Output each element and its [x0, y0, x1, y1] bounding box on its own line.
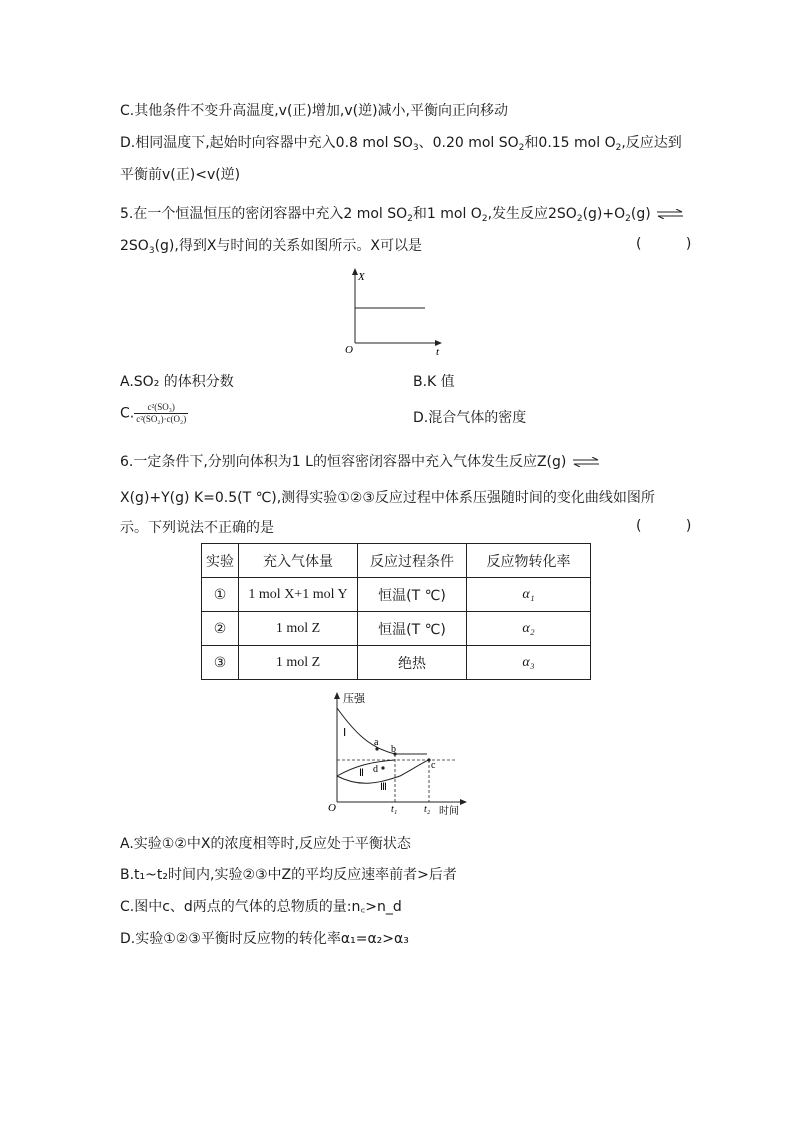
q6-option-b: B.t₁~t₂时间内,实验②③中Z的平均反应速率前者>后者 [120, 867, 457, 883]
q6-stem-line3: 示。下列说法不正确的是 [120, 520, 274, 536]
table-cell: α₁ [467, 578, 591, 612]
q4-option-d: D.相同温度下,起始时向容器中充入0.8 mol $SO_3$、0.20 mol $SO_2$和0.15 mol $O_2$,反应达到 [120, 135, 682, 153]
curve-iii [337, 760, 429, 783]
point-label-d: d [373, 764, 378, 775]
table-cell: 恒温(T ℃) [358, 612, 467, 646]
y-axis-label: X [358, 271, 365, 283]
y-axis-arrow-icon [334, 692, 340, 699]
table-row [202, 646, 591, 680]
point-label-b: b [391, 744, 396, 755]
q6-option-c: C.图中c、d两点的气体的总物质的量:n꜀>n_d [120, 899, 402, 915]
table-cell: 1 mol Z [239, 646, 358, 680]
q6-pressure-time-graph [325, 688, 470, 818]
table-cell: 恒温(T ℃) [358, 578, 467, 612]
q6-option-d: D.实验①②③平衡时反应物的转化率α₁=α₂>α₃ [120, 931, 409, 947]
table-header: 反应物转化率 [467, 544, 591, 578]
q5-option-c: C. $\frac{\text{c²(SO₃)}}{\text{c²(SO₂)·c(O₂)}}$ [120, 402, 187, 424]
q6-option-a: A.实验①②中X的浓度相等时,反应处于平衡状态 [120, 836, 411, 852]
point-label-c: c [431, 760, 436, 771]
concentration-fraction: $\frac{\text{c²(SO₃)}}{\text{c²(SO₂)·c(O₂)}}$ [136, 402, 187, 424]
table-cell: 1 mol X+1 mol Y [239, 578, 358, 612]
table-header-row [202, 544, 591, 578]
q6-stem-line2: X(g)+Y(g) K=0.5(T ℃),测得实验①②③反应过程中体系压强随时间的变化曲线如图所 [120, 490, 655, 506]
curve-label-iii: Ⅲ [380, 782, 387, 793]
table-cell: ③ [202, 646, 239, 680]
x-axis-label: 时间 [439, 806, 459, 817]
q5-answer-paren: ( ) [636, 236, 712, 252]
curve-ii [337, 760, 395, 776]
q5-x-time-graph [340, 266, 450, 358]
q5-option-a: A.SO₂ 的体积分数 [120, 374, 234, 390]
table-cell: α₃ [467, 646, 591, 680]
q4-option-c: C.其他条件不变升高温度,v(正)增加,v(逆)减小,平衡向正向移动 [120, 103, 508, 119]
table-header: 充入气体量 [239, 544, 358, 578]
table-row [202, 578, 591, 612]
table-row [202, 612, 591, 646]
tick-label-t1: t₁ [391, 804, 398, 815]
experiment-table [201, 543, 591, 680]
q5-stem-line2: $2SO_3(g)$,得到X与时间的关系如图所示。X可以是 [120, 238, 423, 256]
curve-label-ii: Ⅱ [359, 768, 364, 779]
y-axis-label: 压强 [343, 692, 365, 705]
point-label-a: a [374, 737, 379, 748]
q5-stem-line1: 5.在一个恒温恒压的密闭容器中充入2 mol $SO_2$和1 mol $O_2$,发生反应$2SO_2(g)+O_2(g)$ [120, 204, 683, 224]
x-axis-label: t [436, 346, 440, 358]
table-cell: 1 mol Z [239, 612, 358, 646]
q5-option-d: D.混合气体的密度 [413, 410, 527, 426]
table-header: 反应过程条件 [358, 544, 467, 578]
q4-option-d-line2: 平衡前v(正)<v(逆) [120, 167, 241, 183]
q6-answer-paren: ( ) [636, 518, 712, 534]
equilibrium-arrow-icon [573, 457, 599, 467]
table-cell: α₂ [467, 612, 591, 646]
table-header: 实验 [202, 544, 239, 578]
table-cell: ① [202, 578, 239, 612]
origin-label: O [345, 344, 353, 356]
table-cell: ② [202, 612, 239, 646]
point-d [381, 766, 384, 769]
curve-label-i: Ⅰ [343, 727, 347, 739]
q6-stem-line1: 6.一定条件下,分别向体积为1 L的恒容密闭容器中充入气体发生反应Z(g) [120, 452, 599, 472]
table-cell: 绝热 [358, 646, 467, 680]
tick-label-t2: t₂ [424, 804, 431, 815]
origin-label: O [328, 802, 336, 814]
equilibrium-arrow-icon [657, 209, 683, 219]
q5-option-b: B.K 值 [413, 374, 455, 390]
x-axis-arrow-icon [460, 799, 467, 805]
